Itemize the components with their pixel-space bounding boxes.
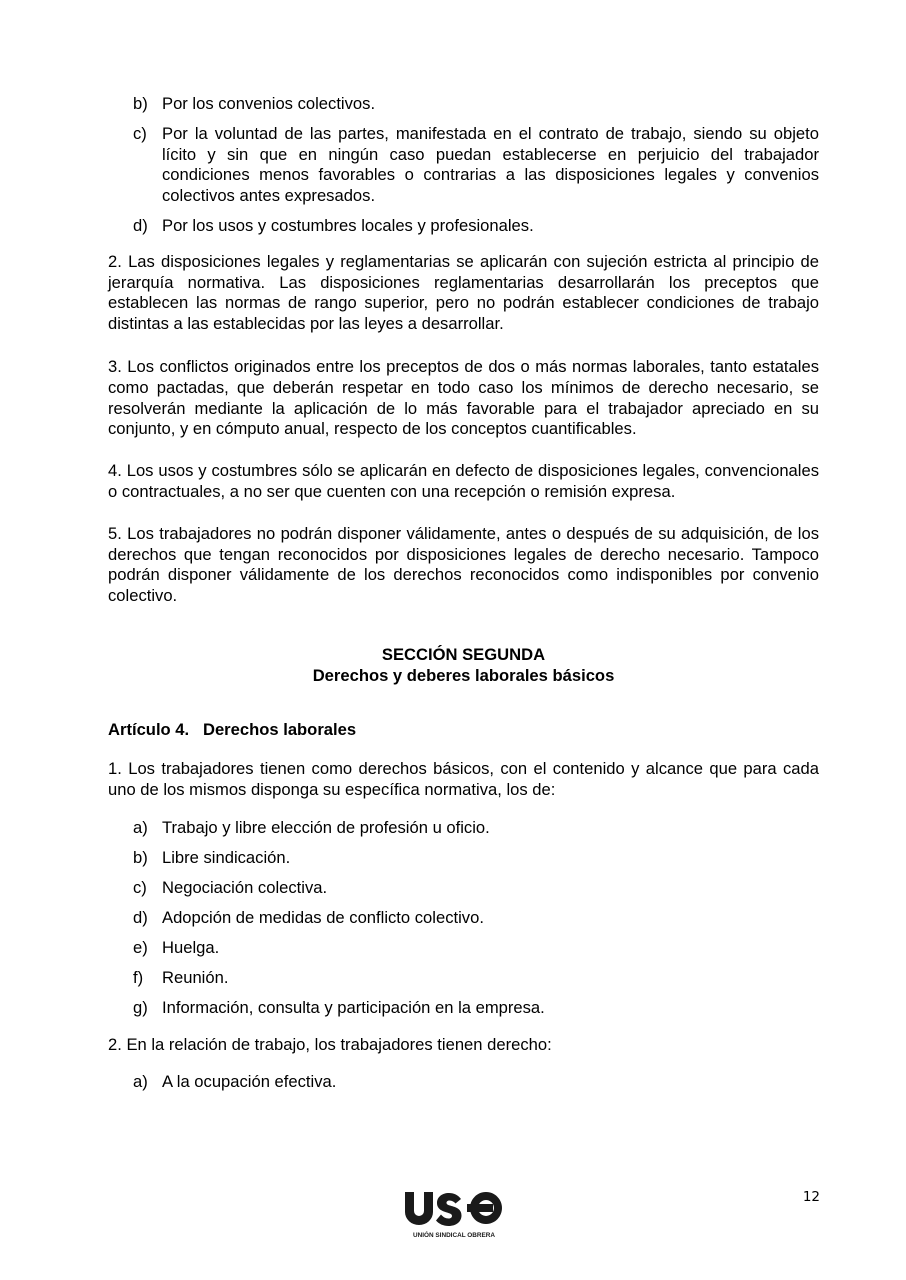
rights-list bbox=[108, 818, 819, 1019]
document-body bbox=[108, 94, 819, 1102]
list-text: Información, consulta y participación en la empresa. bbox=[162, 997, 545, 1017]
list-item bbox=[108, 968, 819, 989]
list-text: Libre sindicación. bbox=[162, 847, 291, 867]
list-item bbox=[108, 124, 819, 207]
article-paragraph-2: 2. En la relación de trabajo, los trabajadores tienen derecho: bbox=[108, 1034, 552, 1054]
paragraph-2: 2. Las disposiciones legales y reglamentarias se aplicarán con sujeción estricta al principio de jerarquía normativa. Las disposiciones reglamentarias desarrollarán los preceptos que establecen las normas de rango superior, pero no podrán establecer condiciones de trabajo distintas a las establecidas por las leyes a desarrollar. bbox=[108, 251, 819, 334]
list-marker: e) bbox=[133, 937, 148, 957]
list-marker: d) bbox=[133, 215, 148, 235]
list-marker: a) bbox=[133, 817, 148, 837]
list-text: Por la voluntad de las partes, manifestada en el contrato de trabajo, siendo su objeto lícito y sin que en ningún caso puedan establecerse en perjuicio del trabajador condiciones menos favorables o contrarias a las disposiciones legales y convenios colectivos antes expresados. bbox=[162, 123, 819, 206]
list-item bbox=[108, 1072, 819, 1093]
paragraph-4: 4. Los usos y costumbres sólo se aplicarán en defecto de disposiciones legales, convencionales o contractuales, a no ser que cuenten con una recepción o remisión expresa. bbox=[108, 461, 819, 501]
list-item bbox=[108, 878, 819, 899]
section-subtitle: Derechos y deberes laborales básicos bbox=[312, 665, 615, 685]
list-text: Trabajo y libre elección de profesión u oficio. bbox=[162, 817, 490, 837]
list-text: Por los usos y costumbres locales y profesionales. bbox=[162, 215, 534, 235]
list-text: Negociación colectiva. bbox=[162, 877, 328, 897]
paragraph-5: 5. Los trabajadores no podrán disponer válidamente, antes o después de su adquisición, de los derechos que tengan reconocidos por disposiciones legales de derecho necesario. Tampoco podrán disponer válidamente de los derechos reconocidos como indisponibles por convenio colectivo. bbox=[108, 523, 819, 606]
page-number: 12 bbox=[802, 1189, 820, 1205]
section-title: SECCIÓN SEGUNDA bbox=[381, 644, 546, 664]
list-marker: b) bbox=[133, 94, 148, 113]
list-item bbox=[108, 938, 819, 959]
list-text: Huelga. bbox=[162, 937, 220, 957]
list-marker: a) bbox=[133, 1072, 148, 1092]
list-text: A la ocupación efectiva. bbox=[162, 1072, 337, 1092]
paragraph-3: 3. Los conflictos originados entre los preceptos de dos o más normas laborales, tanto estatales como pactadas, que deberán respetar en todo caso los mínimos de derecho necesario, se resolverán mediante la aplicación de lo más favorable para el trabajador apreciado en su conjunto, y en cómputo anual, respecto de los conceptos cuantificables. bbox=[108, 356, 819, 439]
uso-logo bbox=[404, 1190, 504, 1240]
list-marker: c) bbox=[133, 877, 147, 897]
list-item bbox=[108, 818, 819, 839]
logo-caption: UNIÓN SINDICAL OBRERA bbox=[413, 1232, 495, 1239]
list-text: Reunión. bbox=[162, 967, 229, 987]
list-item bbox=[108, 94, 819, 115]
list-item bbox=[108, 216, 819, 237]
article-heading: Artículo 4. Derechos laborales bbox=[108, 719, 357, 739]
list-item bbox=[108, 998, 819, 1019]
top-list bbox=[108, 94, 819, 237]
list-marker: c) bbox=[133, 123, 147, 143]
list-text: Adopción de medidas de conflicto colectivo. bbox=[162, 907, 484, 927]
list-marker: b) bbox=[133, 847, 148, 867]
list-text: Por los convenios colectivos. bbox=[162, 94, 376, 113]
article-intro: 1. Los trabajadores tienen como derechos básicos, con el contenido y alcance que para cada uno de los mismos disponga su específica normativa, los de: bbox=[108, 759, 819, 800]
list-item bbox=[108, 908, 819, 929]
rights-list-2 bbox=[108, 1072, 819, 1093]
list-item bbox=[108, 848, 819, 869]
list-marker: f) bbox=[133, 967, 144, 987]
list-marker: d) bbox=[133, 907, 148, 927]
list-marker: g) bbox=[133, 997, 148, 1017]
